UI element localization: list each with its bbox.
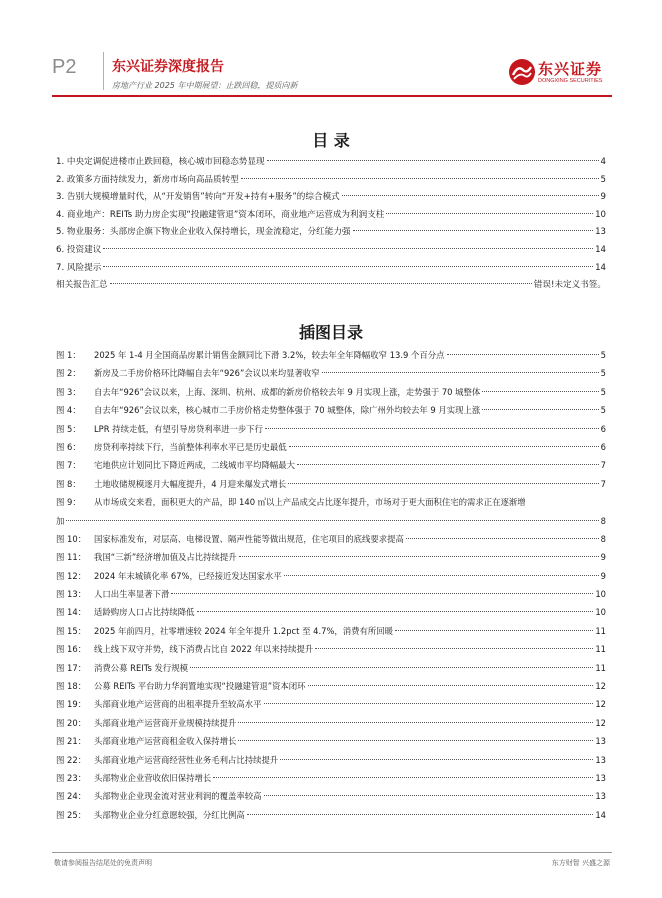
figure-page: 10: [595, 589, 606, 600]
figure-page: 9: [600, 570, 606, 581]
figure-caption: 头部商业地产运营商开业规模持续提升: [94, 717, 237, 728]
leader-dots: [322, 371, 599, 373]
leader-dots: [66, 519, 598, 521]
figure-page: 11: [595, 662, 606, 673]
figure-entry[interactable]: [56, 714, 606, 732]
figure-caption: LPR 持续走低，有望引导房贷利率进一步下行: [94, 423, 263, 434]
figure-entry[interactable]: [56, 640, 606, 658]
figure-entry[interactable]: [56, 346, 606, 364]
figure-number: 图 1：: [56, 350, 81, 360]
figure-page: 12: [595, 681, 606, 692]
leader-dots: [386, 212, 593, 214]
figure-number: 图 4：: [56, 405, 81, 416]
figure-page: 11: [595, 625, 606, 636]
figure-caption: 房贷利率持续下行，当前整体利率水平已是历史最低: [94, 441, 287, 452]
figure-caption: 从市场成交来看，面积更大的产品，即 140 ㎡以上产品成交占比逐年提升，市场对于更大面积住宅的需求正在逐渐增: [94, 497, 526, 508]
figure-entry[interactable]: [56, 732, 606, 750]
leader-dots: [395, 629, 593, 631]
toc-entry[interactable]: [56, 207, 606, 225]
figure-caption: 头部商业地产运营商的出租率提升至较高水平: [94, 699, 262, 710]
company-logo: [508, 56, 618, 92]
figure-number: 图 14：: [56, 607, 87, 618]
leader-dots: [238, 739, 593, 741]
figure-entry[interactable]: [56, 493, 606, 530]
logo-mark-icon: [508, 58, 536, 86]
figure-entry[interactable]: [56, 438, 606, 456]
toc-entry-page: 5: [600, 174, 606, 185]
toc-entry-text: 5. 物业服务：头部房企旗下物业企业收入保持增长，现金流稳定，分红能力强: [56, 227, 351, 238]
leader-dots: [239, 555, 599, 557]
figure-number: 图 22：: [56, 754, 87, 765]
figure-page: 10: [595, 607, 606, 618]
toc-entry-page: 14: [595, 244, 606, 255]
figure-number: 图 6：: [56, 441, 81, 452]
figure-entry[interactable]: [56, 401, 606, 419]
figure-entry[interactable]: [56, 769, 606, 787]
figure-page: 13: [595, 773, 606, 783]
figure-number: 图 10：: [56, 533, 87, 544]
figure-list-title: 插图目录: [298, 323, 363, 342]
toc-entry-page: 9: [600, 192, 606, 203]
toc-entry[interactable]: [56, 154, 606, 172]
figure-entry[interactable]: [56, 475, 606, 493]
toc-entry[interactable]: [56, 224, 606, 242]
toc-entry[interactable]: [56, 189, 606, 207]
figure-entry[interactable]: [56, 548, 606, 566]
leader-dots: [353, 229, 594, 231]
leader-dots: [342, 194, 599, 196]
toc-entry-page: 错误!未定义书签。: [533, 280, 606, 291]
page-number: P2: [52, 56, 77, 78]
header-divider: [103, 52, 104, 90]
figure-caption: 头部商业地产运营商租金收入保持增长: [94, 736, 237, 747]
figure-entry[interactable]: [56, 659, 606, 677]
figure-entry[interactable]: [56, 695, 606, 713]
figure-caption: 头部商业地产运营商经营性业务毛利占比持续提升: [94, 754, 279, 765]
figure-entry[interactable]: [56, 751, 606, 769]
figure-number: 图 17：: [56, 662, 87, 673]
toc-entry-text: 1. 中央定调促进楼市止跌回稳，核心城市回稳态势显现: [56, 157, 265, 167]
figure-caption: 土地收储规模逐月大幅度提升，4 月迎来爆发式增长: [94, 478, 287, 489]
figure-page: 12: [595, 717, 606, 728]
leader-dots: [190, 666, 593, 668]
figure-page: 7: [600, 478, 606, 489]
figure-page: 11: [595, 644, 606, 655]
figure-entry[interactable]: [56, 622, 606, 640]
figure-number: 图 20：: [56, 717, 87, 728]
footer-rule: [52, 852, 612, 853]
toc-entry-page: 14: [595, 262, 606, 273]
leader-dots: [482, 390, 598, 392]
figure-page: 5: [600, 350, 606, 360]
figure-number: 图 24：: [56, 791, 87, 802]
leader-dots: [103, 247, 593, 249]
leader-dots: [288, 482, 598, 484]
figure-page: 6: [600, 423, 606, 434]
leader-dots: [110, 282, 532, 284]
figure-number: 图 21：: [56, 736, 87, 747]
figure-caption: 2024 年末城镇化率 67%，已经接近发达国家水平: [94, 570, 282, 581]
figure-entry[interactable]: [56, 530, 606, 548]
figure-caption: 头部物业企业现金流对营业利润的覆盖率较高: [94, 791, 262, 802]
leader-dots: [238, 721, 593, 723]
figure-page: 6: [600, 441, 606, 452]
leader-dots: [247, 813, 594, 815]
leader-dots: [264, 702, 594, 704]
leader-dots: [241, 177, 599, 179]
figure-caption: 宅地供应计划同比下降近两成，二线城市平均降幅最大: [94, 460, 295, 471]
figure-number: 图 18：: [56, 681, 87, 692]
figure-page: 12: [595, 699, 606, 710]
figure-page: 8: [600, 515, 606, 526]
header-rule: [52, 95, 612, 97]
figure-entry[interactable]: [56, 364, 606, 382]
toc-entry-text: 6. 投资建议: [56, 244, 102, 255]
leader-dots: [406, 537, 599, 539]
figure-page: 8: [600, 533, 606, 544]
logo-chinese-name: 东兴证券: [538, 60, 603, 78]
figure-entry[interactable]: [56, 806, 606, 824]
figure-number: 图 23：: [56, 773, 87, 783]
toc-entry[interactable]: [56, 260, 606, 278]
figure-number: 图 2：: [56, 368, 81, 379]
figure-number: 图 12：: [56, 570, 87, 581]
leader-dots: [171, 592, 593, 594]
toc-entry-page: 10: [595, 209, 606, 220]
figure-number: 图 7：: [56, 460, 81, 471]
figure-page: 5: [600, 368, 606, 379]
leader-dots: [213, 776, 593, 778]
figure-caption: 人口出生率显著下滑: [94, 589, 170, 600]
leader-dots: [447, 353, 599, 355]
toc-entry-text: 3. 告别大规模增量时代，从“开发销售”转向“开发+持有+服务”的综合模式: [56, 192, 340, 203]
toc-entry[interactable]: [56, 172, 606, 190]
report-subtitle: 房地产行业 2025 年中期展望：止跌回稳，提质向新: [112, 81, 298, 90]
figure-page: 13: [595, 736, 606, 747]
figure-entry[interactable]: [56, 677, 606, 695]
figure-caption: 我国“三新”经济增加值及占比持续提升: [94, 552, 237, 563]
leader-dots: [315, 647, 593, 649]
leader-dots: [308, 684, 594, 686]
figure-number: 图 11：: [56, 552, 87, 563]
toc-entry-text: 4. 商业地产：REITs 助力房企实现“投融建管退”资本闭环，商业地产运营成为利润支柱: [56, 209, 385, 220]
leader-dots: [267, 159, 599, 161]
figure-caption: 适龄购房人口占比持续降低: [94, 607, 195, 618]
figure-caption: 国家标准发布，对层高、电梯设置、隔声性能等做出规范，住宅项目的底线要求提高: [94, 533, 404, 544]
figure-caption: 2025 年前四月，社零增速较 2024 年全年提升 1.2pct 至 4.7%，消费有所回暖: [94, 625, 394, 636]
figure-entry[interactable]: [56, 567, 606, 585]
leader-dots: [284, 574, 599, 576]
toc-entry[interactable]: [56, 277, 606, 295]
figure-page: 5: [600, 386, 606, 397]
figure-page: 5: [600, 405, 606, 416]
figure-number: 图 19：: [56, 699, 87, 710]
toc-entry-page: 13: [595, 227, 606, 238]
figure-caption: 头部物业企业分红意愿较强，分红比例高: [94, 809, 245, 820]
footer-slogan: 东方财智 兴盛之源: [551, 859, 610, 867]
figure-entry[interactable]: [56, 585, 606, 603]
leader-dots: [264, 794, 594, 796]
leader-dots: [297, 463, 599, 465]
leader-dots: [197, 610, 594, 612]
figure-page: 14: [595, 809, 606, 820]
leader-dots: [280, 758, 593, 760]
toc-entry-page: 4: [600, 157, 606, 167]
figure-caption: 2025 年 1-4 月全国商品房累计销售金额同比下滑 3.2%，较去年全年降幅收窄 13.9 个百分点: [94, 350, 445, 360]
toc-title: 目 录: [312, 131, 350, 150]
report-title: 东兴证券深度报告: [112, 59, 224, 75]
figure-caption-continued: 加: [56, 515, 65, 526]
figure-number: 图 3：: [56, 386, 81, 397]
figure-number: 图 5：: [56, 423, 81, 434]
leader-dots: [265, 427, 599, 429]
figure-list: [56, 346, 606, 824]
figure-caption: 自去年“926”会议以来，上海、深圳、杭州、成都的新房价格较去年 9 月实现上涨，走势强于 70 城整体: [94, 386, 481, 397]
figure-caption: 消费公募 REITs 发行规模: [94, 662, 188, 673]
logo-english-name: DONGXING SECURITIES: [538, 78, 603, 84]
leader-dots: [289, 445, 599, 447]
figure-number: 图 25：: [56, 809, 87, 820]
figure-page: 13: [595, 791, 606, 802]
figure-number: 图 9：: [56, 497, 81, 508]
leader-dots: [482, 408, 598, 410]
figure-caption: 自去年“926”会议以来，核心城市二手房价格走势整体强于 70 城整体，除广州外均较去年 9 月实现上涨: [94, 405, 481, 416]
figure-caption: 公募 REITs 平台助力华润置地实现“投融建管退”资本闭环: [94, 681, 306, 692]
figure-page: 7: [600, 460, 606, 471]
toc-list: [56, 154, 606, 295]
footer-disclaimer: 敬请参阅报告结尾处的免责声明: [54, 859, 152, 867]
figure-entry[interactable]: [56, 383, 606, 401]
figure-page: 13: [595, 754, 606, 765]
figure-entry[interactable]: [56, 456, 606, 474]
toc-entry-text: 相关报告汇总: [56, 280, 108, 291]
figure-caption: 新房及二手房价格环比降幅自去年“926”会议以来均显著收窄: [94, 368, 320, 379]
figure-number: 图 15：: [56, 625, 87, 636]
figure-caption: 头部物业企业营收依旧保持增长: [94, 773, 212, 783]
figure-caption: 线上线下双守并势，线下消费占比自 2022 年以来持续提升: [94, 644, 314, 655]
figure-entry[interactable]: [56, 420, 606, 438]
figure-number: 图 16：: [56, 644, 87, 655]
toc-entry-text: 7. 风险提示: [56, 262, 102, 273]
toc-entry[interactable]: [56, 242, 606, 260]
leader-dots: [103, 265, 593, 267]
toc-entry-text: 2. 政策多方面持续发力，新房市场向高品质转型: [56, 174, 239, 185]
figure-entry[interactable]: [56, 603, 606, 621]
figure-number: 图 13：: [56, 589, 87, 600]
figure-entry[interactable]: [56, 787, 606, 805]
figure-number: 图 8：: [56, 478, 81, 489]
figure-page: 9: [600, 552, 606, 563]
